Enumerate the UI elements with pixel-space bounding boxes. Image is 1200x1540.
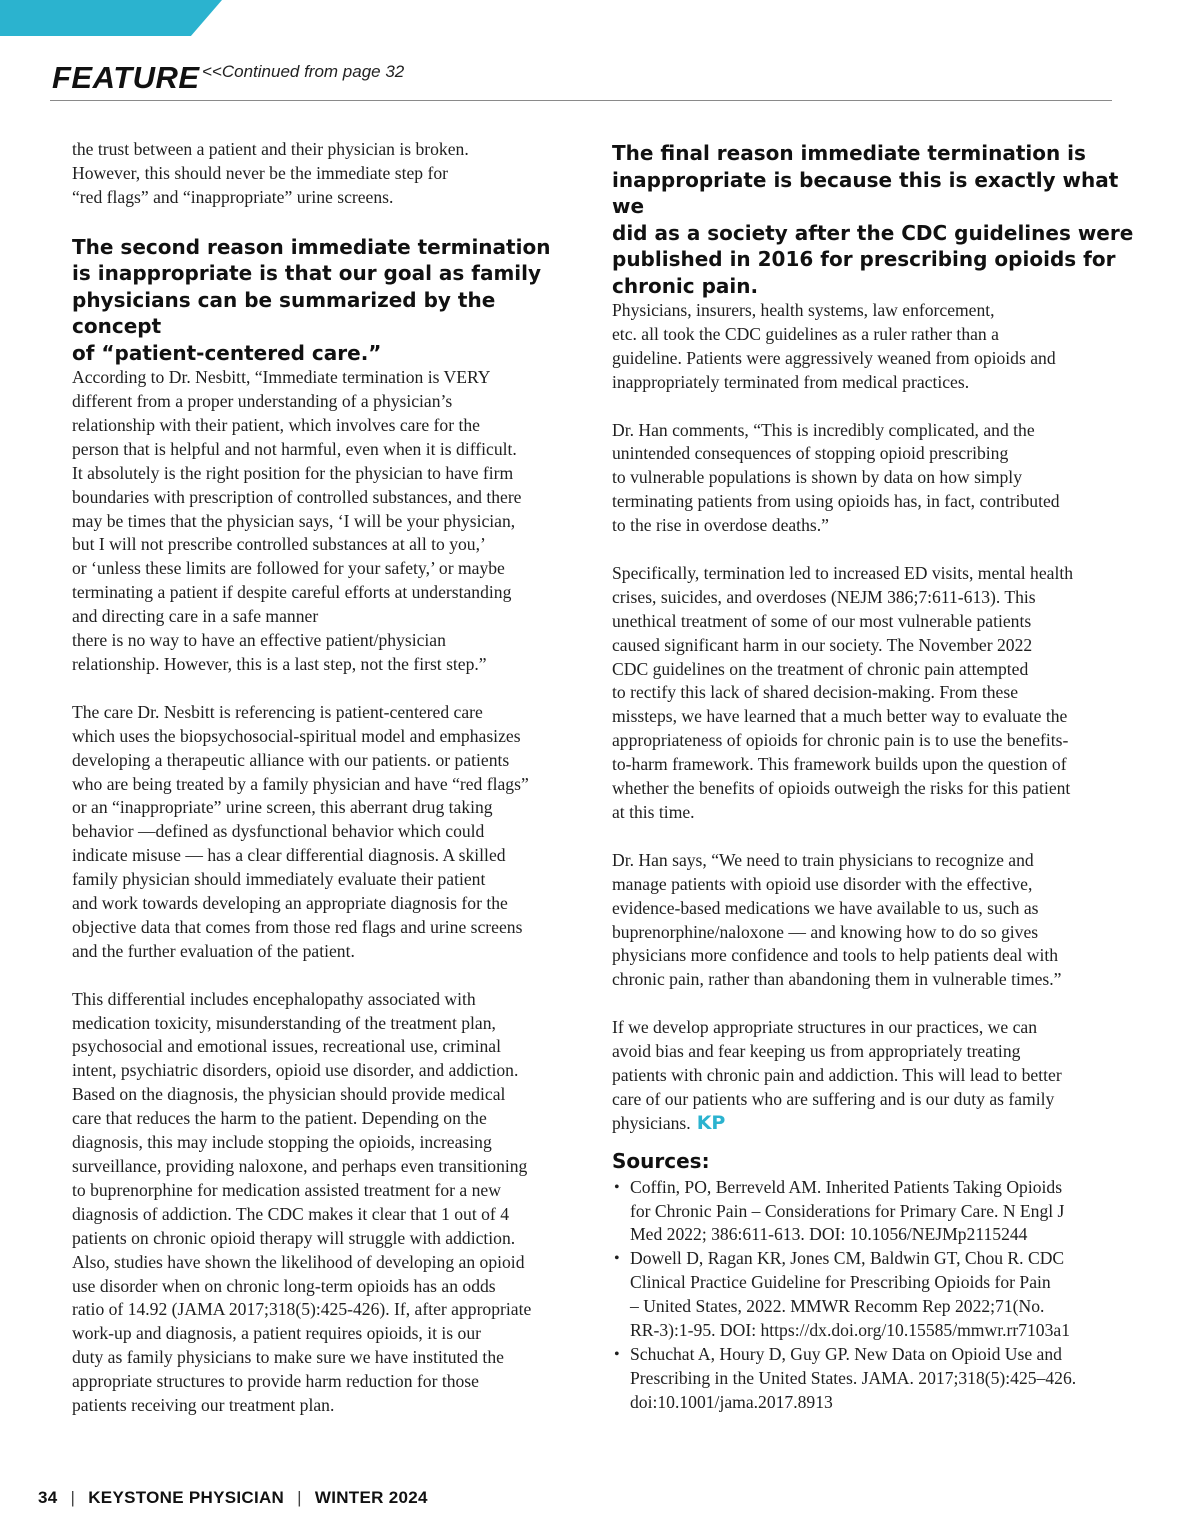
cdc-ruler-paragraph: Physicians, insurers, health systems, law enforcement, etc. all took the CDC guidelines as a ruler rather than a guideline. Patients were aggressively weaned from opioids and inappropriately terminated from medical practices. xyxy=(612,300,1056,392)
footer-separator: | xyxy=(297,1488,302,1507)
issue-name: WINTER 2024 xyxy=(314,1488,428,1507)
page-footer xyxy=(38,1488,428,1508)
intro-paragraph: the trust between a patient and their physician is broken. However, this should never be the immediate step for “red flags” and “inappropriate” urine screens. xyxy=(72,139,469,207)
page-number: 34 xyxy=(38,1488,58,1507)
right-column xyxy=(612,138,1134,1415)
kp-end-mark: KP xyxy=(696,1111,726,1134)
subhead-cdc-guidelines: The final reason immediate termination is inappropriate is because this is exactly what we did as a society after the CDC guidelines were published in 2016 for prescribing opioids for chronic pain. xyxy=(612,141,1134,298)
termination-outcomes-paragraph: Specifically, termination led to increased ED visits, mental health crises, suicides, and overdoses (NEJM 386;7:611-613). This unethical treatment of some of our most vulnerable patients caused significant harm in our society. The November 2022 CDC guidelines on the treatment of chronic pain attempted to rectify this lack of shared decision-making. From these missteps, we have learned that a much better way to evaluate the appropriateness of opioids for chronic pain is to use the benefits- to-harm framework. This framework builds upon the question of whether the benefits of opioids outweigh the risks for this patient at this time. xyxy=(612,562,1074,822)
closing-text: If we develop appropriate structures in our practices, we can avoid bias and fear keeping us from appropriately treating patients with chronic pain and addiction. This will lead to better care of our patients who are suffering and is our duty as family physicians. xyxy=(612,1017,1062,1133)
han-says-paragraph: Dr. Han says, “We need to train physicians to recognize and manage patients with opioid use disorder with the effective, evidence-based medications we have available to us, such as buprenorphine/naloxone — and knowing how to do so gives physicians more confidence and tools to help patients deal with chronic pain, rather than abandoning them in vulnerable times.” xyxy=(612,849,1062,990)
footer-separator: | xyxy=(70,1488,76,1507)
han-comments-paragraph: Dr. Han comments, “This is incredibly complicated, and the unintended consequences of stopping opioid prescribing to vulnerable populations is shown by data on how simply terminating patients from using opioids has, in fact, contributed to the rise in overdose deaths.” xyxy=(612,419,1060,536)
subhead-patient-centered-care: The second reason immediate termination is inappropriate is that our goal as family physicians can be summarized by the concept of “patient-centered care.” xyxy=(72,234,551,365)
sources-heading: Sources: xyxy=(612,1148,710,1173)
sources-list xyxy=(612,1176,1134,1415)
corner-accent-tab xyxy=(0,0,222,36)
section-label: FEATURE xyxy=(52,60,200,95)
source-item: • Coffin, PO, Berreveld AM. Inherited Patients Taking Opioids for Chronic Pain – Considerations for Primary Care. N Engl J Med 2022; 386:611-613. DOI: 10.1056/NEJMp2115244 xyxy=(612,1176,1134,1248)
page-header xyxy=(50,56,1112,101)
source-item: • Schuchat A, Houry D, Guy GP. New Data on Opioid Use and Prescribing in the United States. JAMA. 2017;318(5):425–426. doi:10.1001/jama.2017.8913 xyxy=(612,1343,1134,1415)
publication-name: KEYSTONE PHYSICIAN xyxy=(88,1488,285,1507)
source-item: • Dowell D, Ragan KR, Jones CM, Baldwin GT, Chou R. CDC Clinical Practice Guideline for Prescribing Opioids for Pain – United States, 2022. MMWR Recomm Rep 2022;71(No. RR-3):1-95. DOI: https://dx.doi.org/10.15585/mmwr.rr7103a1 xyxy=(612,1247,1134,1343)
nesbitt-quote-paragraph: According to Dr. Nesbitt, “Immediate termination is VERY different from a proper understanding of a physician’s relationship with their patient, which involves care for the person that is helpful and not harmful, even when it is difficult. It absolutely is the right position for the physician to have firm boundaries with prescription of controlled substances, and there may be times that the physician says, ‘I will be your physician, but I will not prescribe controlled substances at all to you,’ or ‘unless these limits are followed for your safety,’ or maybe terminating a patient if despite careful efforts at understanding and directing care in a safe manner there is no way to have an effective patient/physician relationship. However, this is a last step, not the first step.” xyxy=(72,367,522,674)
closing-paragraph xyxy=(612,1016,1134,1136)
patient-centered-care-paragraph: The care Dr. Nesbitt is referencing is patient-centered care which uses the biopsychosocial-spiritual model and emphasizes developing a therapeutic alliance with our patients. or patients who are being treated by a family physician and have “red flags” or an “inappropriate” urine screen, this aberrant drug taking behavior —defined as dysfunctional behavior which could indicate misuse — has a clear differential diagnosis. A skilled family physician should immediately evaluate their patient and work towards developing an appropriate diagnosis for the objective data that comes from those red flags and urine screens and the further evaluation of the patient. xyxy=(72,701,529,961)
left-column xyxy=(72,138,590,1418)
continued-note: <<Continued from page 32 xyxy=(202,62,405,81)
differential-paragraph: This differential includes encephalopathy associated with medication toxicity, misunderstanding of the treatment plan, psychosocial and emotional issues, recreational use, criminal intent, psychiatric disorders, opioid use disorder, and addiction. Based on the diagnosis, the physician should provide medical care that reduces the harm to the patient. Depending on the diagnosis, this may include stopping the opioids, increasing surveillance, providing naloxone, and perhaps even transitioning to buprenorphine for medication assisted treatment for a new diagnosis of addiction. The CDC makes it clear that 1 out of 4 patients on chronic opioid therapy will struggle with addiction. Also, studies have shown the likelihood of developing an opioid use disorder when on chronic long-term opioids has an odds ratio of 14.92 (JAMA 2017;318(5):425-426). If, after appropriate work-up and diagnosis, a patient requires opioids, it is our duty as family physicians to make sure we have instituted the appropriate structures to provide harm reduction for those patients receiving our treatment plan. xyxy=(72,988,532,1416)
